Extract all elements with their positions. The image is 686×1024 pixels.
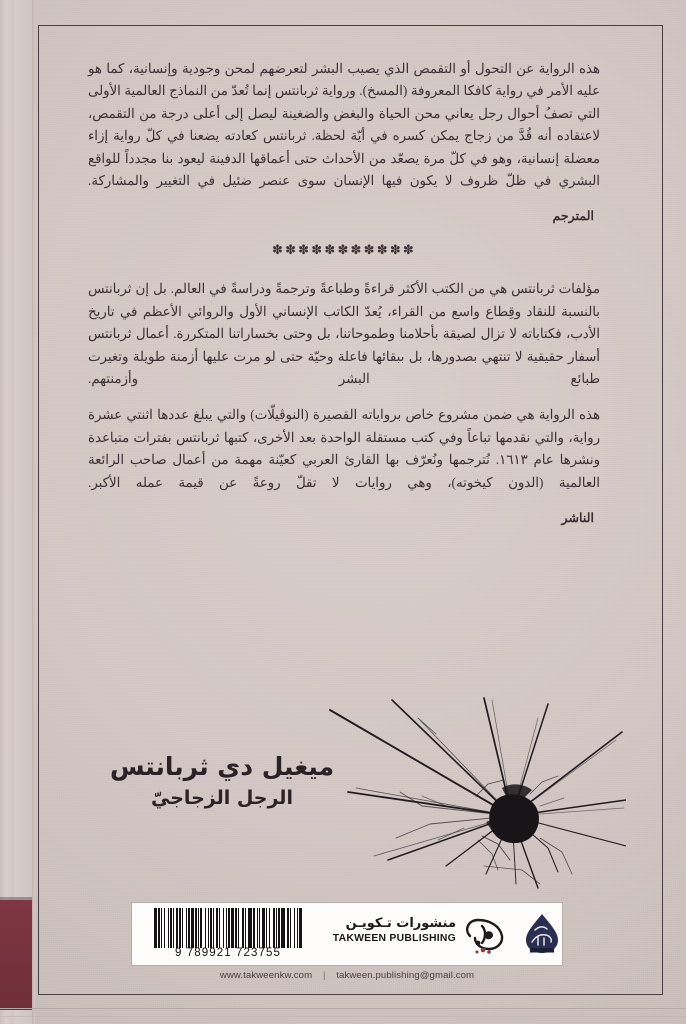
barcode-bar [173,908,174,948]
book-title: الرجل الزجاجيّ [151,787,293,809]
barcode-bar [265,908,266,948]
publisher-name-english: TAKWEEN PUBLISHING [332,933,456,944]
title-block [96,752,348,811]
isbn-barcode [152,908,302,948]
barcode-bar [234,908,235,948]
website-url[interactable]: www.takweenkw.com [219,970,313,981]
translator-signature-row [88,206,600,226]
barcode-bar [168,908,169,948]
barcode-bar [262,908,265,948]
blurb-paragraph-3: هذه الرواية هي ضمن مشروع خاص برواياته القصيرة (النوڤيلّات) والتي يبلغ عددها اثنتي عشرة رواية، والتي نقدمها تباعاً وفي كتب مستقلة الواحدة بعد الأخرى، كتبها ثربانتس بفترات متباعدة ونشرها عام ١٦١٣. نُترجمها ونُعرّف بها القارئ العربي كعيّنة مهمة من أعمال صاحب الرائعة العالمية (الدون كيخوته)، وهي روايات لا تقلّ روعةً عن قيمة عمله الأكبر. [88,407,600,490]
barcode-bar [260,908,262,948]
barcode-bar [230,908,231,948]
barcode-bar [273,908,275,948]
barcode-bar [252,908,253,948]
barcode-bar [295,908,297,948]
barcode-bar [161,908,162,948]
barcode-bar [284,908,285,948]
barcode-bar [267,908,269,948]
barcode-bar [223,908,224,948]
barcode-bar [174,908,177,948]
barcode-bar [160,908,161,948]
barcode-bar [227,908,228,948]
barcode-bar [231,908,234,948]
barcode-bar [285,908,287,948]
page-edge-line-2 [0,1016,686,1017]
barcode-bar [228,908,230,948]
barcode-bar [253,908,255,948]
barcode-bar [270,908,273,948]
author-name: ميغيل دي ثربانتس [109,752,335,781]
barcode-bar [194,908,195,948]
barcode-bar [191,908,194,948]
barcode-bar [248,908,249,948]
barcode-bar [245,908,246,948]
barcode-bar [182,908,183,948]
barcode-bar [216,908,218,948]
takween-logo-icon [462,912,508,956]
barcode-bar [255,908,257,948]
barcode-bar [197,908,198,948]
barcode-bar [183,908,186,948]
spine-color-block [0,900,32,1010]
blurb-paragraph-1: هذه الرواية عن التحول أو التقمص الذي يصيب البشر لتعرضهم لمحن وجودية وإنسانية، كما هو عليه الأمر في رواية كافكا المعروفة (المسخ). ورواية ثربانتس إنما تُعدّ من النماذج العالمية الأولى التي تصفُ أحوال رجل يعاني محن الحياة والبغض والضغينة ليصل إلى أعلى درجة من التقمص، لاعتقاده أنه قُدَّ من زجاج يمكن كسره في أيّة لحظة. ثربانتس كعادته يضعنا في كلّ رواية إزاء معضلة إنسانية، وهو في كلّ مرة يصعّد من الأحداث حتى أعماقها الدفينة ليعود بنا مجدداً للواقع البشري في ظلّ ظروف لا يكون فيها الإنسان سوى عنصر ضئيل في التغيير والمشاركة. [88,61,600,189]
barcode-bar [213,908,214,948]
barcode-bar [172,908,173,948]
barcode-bar [277,908,278,948]
barcode-bar [291,908,294,948]
barcode-bar [278,908,280,948]
barcode-bar [169,908,170,948]
barcode-bar [214,908,216,948]
spine-gap-strip [14,0,32,1024]
footer-links [132,970,562,981]
barcode-bar [195,908,197,948]
barcode-bar [219,908,220,948]
barcode-bar [218,908,219,948]
publisher-bar [132,903,562,965]
barcode-bar [249,908,252,948]
isbn-number: 9 789921 723755 [174,947,282,959]
barcode-bar [162,908,164,948]
barcode-bar [266,908,267,948]
barcode-bar [206,908,208,948]
barcode-bar [269,908,270,948]
barcode-bar [208,908,209,948]
barcode-bar [205,908,206,948]
ornament-separator: ✽✽✽✽✽✽✽✽✽✽✽ [271,242,417,258]
barcode-bar [244,908,245,948]
barcode-bar [298,908,299,948]
barcode-bar [258,908,259,948]
barcode-bar [235,908,237,948]
spine-pale-strip [0,0,14,1024]
publisher-name-arabic: منشورات تـكويـن [345,916,456,931]
barcode-bar [154,908,157,948]
barcode-bar [178,908,179,948]
barcode-bar [164,908,165,948]
barcode-bar [170,908,172,948]
barcode-bar [284,908,285,948]
barcode-bar [226,908,227,948]
barcode-bar [257,908,258,948]
barcode-bar [246,908,248,948]
publisher-signature-row [88,508,600,528]
barcode-bar [212,908,213,948]
barcode-bar [280,908,281,948]
barcode-bar [238,908,239,948]
spine-fold-line [32,0,35,1024]
barcode-bar [239,908,242,948]
barcode-bar [165,908,168,948]
barcode-bar [152,908,154,948]
barcode-bar [188,908,190,948]
publisher-signature: الناشر [561,511,594,526]
barcode-bar [190,908,191,948]
barcode-bar [179,908,181,948]
barcode-bar [299,908,302,948]
barcode-bar [289,908,290,948]
barcode-bar [297,908,298,948]
barcode-bar [287,908,289,948]
barcode-bar [200,908,202,948]
barcode-bar [187,908,188,948]
alqarin-logo-icon [522,912,562,956]
barcode-bar [224,908,226,948]
barcode-bar [237,908,238,948]
barcode-bar [275,908,276,948]
barcode-bar [276,908,277,948]
translator-signature: المترجم [552,209,594,224]
page-edge-line-1 [0,1008,686,1009]
barcode-bar [157,908,158,948]
blurb-paragraph-2: مؤلفات ثربانتس هي من الكتب الأكثر قراءةً وطباعةً وترجمةً ودراسةً في العالم. بل إن ثربانتس بالنسبة للنقاد وقِطاع واسع من القراء، يُعدّ الكاتب الإنساني الأول والروائي الأعظم في تاريخ الأدب، فكتاباته لا تزال لصيقة بأحلامنا وطموحاتنا، بل وحتى بخساراتنا المتكررة. أعمال ثربانتس أسفار حقيقية لا تنتهي بصدورها، بل ببقائها فاعلة وحيّة حتى لو مرت عليها أزمنة طويلة وتغيرت طبائع البشر وأزمنتهم. [88,281,600,387]
barcode-bar [198,908,199,948]
barcode-bar [158,908,160,948]
publisher-name-block [310,915,456,946]
barcode-bar [186,908,187,948]
barcode-bar [181,908,182,948]
barcode-bar [220,908,223,948]
barcode-bar [294,908,295,948]
barcode-bar [202,908,205,948]
barcode-bar [281,908,284,948]
barcode-bar [259,908,260,948]
barcode-bar [176,908,178,948]
blurb-content [88,58,600,528]
email-address[interactable]: takween.publishing@gmail.com [336,970,475,981]
barcode-bar [210,908,213,948]
barcode-bar [209,908,210,948]
barcode-bar [199,908,200,948]
barcode-bar [248,908,249,948]
footer-divider: | [322,970,326,981]
barcode-bar [242,908,244,948]
barcode-bar [290,908,291,948]
